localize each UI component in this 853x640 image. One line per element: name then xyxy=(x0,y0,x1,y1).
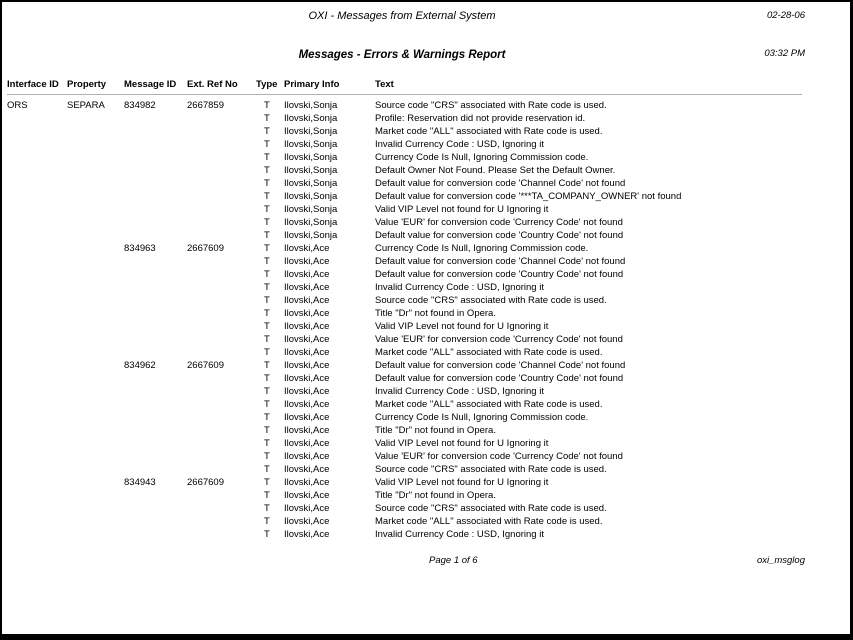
cell-text: Value 'EUR' for conversion code 'Currency Code' not found xyxy=(375,217,623,228)
cell-type: T xyxy=(264,178,270,189)
cell-primary-info: Ilovski,Ace xyxy=(284,386,330,397)
cell-text: Default value for conversion code 'Channel Code' not found xyxy=(375,178,626,189)
cell-interface-id xyxy=(7,359,67,372)
cell-message-id xyxy=(124,125,187,138)
cell-text: Default value for conversion code 'Channel Code' not found xyxy=(375,360,626,371)
column-header-interface-id: Interface ID xyxy=(7,79,59,90)
cell-text: Valid VIP Level not found for U Ignoring it xyxy=(375,477,549,488)
cell-type: T xyxy=(264,191,270,202)
cell-primary-info: Ilovski,Ace xyxy=(284,529,330,540)
cell-primary-info: Ilovski,Sonja xyxy=(284,178,338,189)
column-header-type: Type xyxy=(256,79,278,90)
cell-primary-info: Ilovski,Ace xyxy=(284,308,330,319)
cell-ext-ref-no xyxy=(187,229,256,242)
cell-property xyxy=(67,125,124,138)
cell-message-id: 834962 xyxy=(124,360,156,371)
cell-message-id xyxy=(124,164,187,177)
cell-primary-info: Ilovski,Ace xyxy=(284,282,330,293)
cell-interface-id xyxy=(7,307,67,320)
cell-ext-ref-no xyxy=(187,411,256,424)
report-subtitle: Messages - Errors & Warnings Report xyxy=(298,49,506,61)
table-row xyxy=(7,99,850,112)
cell-message-id xyxy=(124,151,187,164)
table-row xyxy=(7,424,850,437)
cell-type: T xyxy=(264,113,270,124)
cell-property xyxy=(67,229,124,242)
cell-message-id xyxy=(124,437,187,450)
cell-type: T xyxy=(264,256,270,267)
cell-ext-ref-no xyxy=(187,203,256,216)
column-header-ext-ref-no: Ext. Ref No xyxy=(187,79,238,90)
table-row xyxy=(7,281,850,294)
cell-interface-id xyxy=(7,372,67,385)
cell-primary-info: Ilovski,Ace xyxy=(284,451,330,462)
table-row xyxy=(7,346,850,359)
cell-type: T xyxy=(264,152,270,163)
column-header-property: Property xyxy=(67,79,107,90)
table-row xyxy=(7,190,850,203)
cell-ext-ref-no xyxy=(187,151,256,164)
cell-primary-info: Ilovski,Ace xyxy=(284,464,330,475)
cell-ext-ref-no xyxy=(187,424,256,437)
cell-type: T xyxy=(264,204,270,215)
cell-type: T xyxy=(264,373,270,384)
table-row xyxy=(7,489,850,502)
cell-ext-ref-no xyxy=(187,112,256,125)
cell-text: Market code "ALL" associated with Rate code is used. xyxy=(375,516,603,527)
cell-interface-id: ORS xyxy=(7,100,28,111)
cell-ext-ref-no xyxy=(187,437,256,450)
cell-type: T xyxy=(264,451,270,462)
cell-message-id xyxy=(124,333,187,346)
table-row xyxy=(7,307,850,320)
cell-message-id xyxy=(124,346,187,359)
cell-ext-ref-no xyxy=(187,307,256,320)
cell-primary-info: Ilovski,Sonja xyxy=(284,191,338,202)
cell-type: T xyxy=(264,217,270,228)
cell-type: T xyxy=(264,386,270,397)
cell-primary-info: Ilovski,Ace xyxy=(284,347,330,358)
cell-message-id xyxy=(124,385,187,398)
cell-interface-id xyxy=(7,476,67,489)
table-row xyxy=(7,333,850,346)
cell-primary-info: Ilovski,Sonja xyxy=(284,217,338,228)
table-row xyxy=(7,177,850,190)
cell-message-id xyxy=(124,190,187,203)
cell-ext-ref-no xyxy=(187,255,256,268)
cell-type: T xyxy=(264,464,270,475)
cell-type: T xyxy=(264,425,270,436)
cell-ext-ref-no xyxy=(187,372,256,385)
table-row xyxy=(7,125,850,138)
cell-type: T xyxy=(264,126,270,137)
cell-message-id xyxy=(124,320,187,333)
cell-primary-info: Ilovski,Sonja xyxy=(284,113,338,124)
cell-text: Profile: Reservation did not provide reservation id. xyxy=(375,113,586,124)
cell-message-id xyxy=(124,424,187,437)
cell-property xyxy=(67,372,124,385)
cell-property xyxy=(67,359,124,372)
cell-interface-id xyxy=(7,242,67,255)
cell-message-id: 834943 xyxy=(124,477,156,488)
cell-type: T xyxy=(264,269,270,280)
cell-interface-id xyxy=(7,333,67,346)
cell-message-id xyxy=(124,268,187,281)
cell-type: T xyxy=(264,295,270,306)
table-row xyxy=(7,502,850,515)
table-row xyxy=(7,216,850,229)
cell-interface-id xyxy=(7,437,67,450)
cell-primary-info: Ilovski,Ace xyxy=(284,295,330,306)
cell-primary-info: Ilovski,Ace xyxy=(284,373,330,384)
cell-primary-info: Ilovski,Sonja xyxy=(284,152,338,163)
table-row xyxy=(7,229,850,242)
cell-ext-ref-no: 2667859 xyxy=(187,100,224,111)
cell-property xyxy=(67,411,124,424)
cell-text: Valid VIP Level not found for U Ignoring it xyxy=(375,204,549,215)
cell-message-id xyxy=(124,112,187,125)
cell-property xyxy=(67,450,124,463)
cell-text: Default value for conversion code '***TA_COMPANY_OWNER' not found xyxy=(375,191,682,202)
cell-primary-info: Ilovski,Ace xyxy=(284,412,330,423)
cell-property xyxy=(67,502,124,515)
cell-property: SEPARA xyxy=(67,100,105,111)
report-title: OXI - Messages from External System xyxy=(308,10,496,22)
cell-message-id xyxy=(124,411,187,424)
cell-interface-id xyxy=(7,112,67,125)
cell-primary-info: Ilovski,Ace xyxy=(284,399,330,410)
cell-interface-id xyxy=(7,164,67,177)
cell-type: T xyxy=(264,490,270,501)
cell-ext-ref-no xyxy=(187,463,256,476)
cell-text: Market code "ALL" associated with Rate code is used. xyxy=(375,126,603,137)
table-row xyxy=(7,385,850,398)
cell-ext-ref-no: 2667609 xyxy=(187,477,224,488)
cell-property xyxy=(67,307,124,320)
cell-property xyxy=(67,190,124,203)
cell-interface-id xyxy=(7,190,67,203)
cell-ext-ref-no xyxy=(187,294,256,307)
cell-interface-id xyxy=(7,398,67,411)
cell-message-id xyxy=(124,450,187,463)
cell-text: Title "Dr" not found in Opera. xyxy=(375,308,496,319)
cell-property xyxy=(67,320,124,333)
cell-interface-id xyxy=(7,138,67,151)
cell-text: Currency Code Is Null, Ignoring Commission code. xyxy=(375,152,589,163)
cell-message-id xyxy=(124,138,187,151)
cell-property xyxy=(67,281,124,294)
cell-property xyxy=(67,385,124,398)
cell-property xyxy=(67,398,124,411)
cell-message-id xyxy=(124,463,187,476)
cell-ext-ref-no xyxy=(187,346,256,359)
cell-interface-id xyxy=(7,255,67,268)
cell-primary-info: Ilovski,Sonja xyxy=(284,165,338,176)
cell-text: Market code "ALL" associated with Rate code is used. xyxy=(375,347,603,358)
cell-message-id xyxy=(124,398,187,411)
cell-message-id xyxy=(124,281,187,294)
table-row xyxy=(7,411,850,424)
cell-ext-ref-no xyxy=(187,515,256,528)
cell-text: Market code "ALL" associated with Rate code is used. xyxy=(375,399,603,410)
cell-text: Invalid Currency Code : USD, Ignoring it xyxy=(375,386,544,397)
cell-interface-id xyxy=(7,216,67,229)
table-row xyxy=(7,372,850,385)
cell-interface-id xyxy=(7,489,67,502)
cell-interface-id xyxy=(7,268,67,281)
cell-property xyxy=(67,203,124,216)
cell-type: T xyxy=(264,308,270,319)
cell-ext-ref-no xyxy=(187,190,256,203)
cell-type: T xyxy=(264,139,270,150)
cell-message-id xyxy=(124,203,187,216)
cell-ext-ref-no xyxy=(187,489,256,502)
cell-interface-id xyxy=(7,385,67,398)
cell-ext-ref-no xyxy=(187,281,256,294)
column-headers xyxy=(7,78,802,91)
cell-interface-id xyxy=(7,502,67,515)
report-date: 02-28-06 xyxy=(766,10,805,21)
table-row xyxy=(7,515,850,528)
cell-primary-info: Ilovski,Sonja xyxy=(284,126,338,137)
cell-ext-ref-no xyxy=(187,138,256,151)
cell-ext-ref-no xyxy=(187,177,256,190)
cell-message-id xyxy=(124,177,187,190)
cell-type: T xyxy=(264,412,270,423)
cell-message-id xyxy=(124,255,187,268)
cell-property xyxy=(67,138,124,151)
cell-interface-id xyxy=(7,125,67,138)
cell-property xyxy=(67,112,124,125)
cell-primary-info: Ilovski,Sonja xyxy=(284,204,338,215)
cell-text: Default value for conversion code 'Channel Code' not found xyxy=(375,256,626,267)
cell-primary-info: Ilovski,Ace xyxy=(284,490,330,501)
cell-property xyxy=(67,528,124,541)
cell-text: Default value for conversion code 'Country Code' not found xyxy=(375,269,624,280)
cell-ext-ref-no xyxy=(187,385,256,398)
cell-interface-id xyxy=(7,515,67,528)
cell-primary-info: Ilovski,Ace xyxy=(284,321,330,332)
cell-message-id: 834982 xyxy=(124,100,156,111)
cell-primary-info: Ilovski,Sonja xyxy=(284,100,338,111)
cell-type: T xyxy=(264,321,270,332)
cell-property xyxy=(67,515,124,528)
cell-type: T xyxy=(264,477,270,488)
cell-ext-ref-no xyxy=(187,450,256,463)
cell-interface-id xyxy=(7,177,67,190)
cell-type: T xyxy=(264,347,270,358)
cell-text: Source code "CRS" associated with Rate code is used. xyxy=(375,100,607,111)
cell-property xyxy=(67,346,124,359)
cell-message-id xyxy=(124,216,187,229)
cell-interface-id xyxy=(7,424,67,437)
cell-property xyxy=(67,333,124,346)
footer-report-id: oxi_msglog xyxy=(756,555,805,566)
cell-property xyxy=(67,463,124,476)
cell-text: Value 'EUR' for conversion code 'Currency Code' not found xyxy=(375,451,623,462)
cell-text: Default value for conversion code 'Country Code' not found xyxy=(375,373,624,384)
cell-primary-info: Ilovski,Ace xyxy=(284,503,330,514)
cell-ext-ref-no xyxy=(187,216,256,229)
table-row xyxy=(7,164,850,177)
cell-interface-id xyxy=(7,281,67,294)
cell-ext-ref-no: 2667609 xyxy=(187,360,224,371)
cell-interface-id xyxy=(7,463,67,476)
column-header-message-id: Message ID xyxy=(124,79,177,90)
cell-primary-info: Ilovski,Ace xyxy=(284,438,330,449)
cell-primary-info: Ilovski,Sonja xyxy=(284,230,338,241)
cell-primary-info: Ilovski,Ace xyxy=(284,256,330,267)
cell-ext-ref-no xyxy=(187,333,256,346)
cell-text: Valid VIP Level not found for U Ignoring it xyxy=(375,321,549,332)
cell-message-id xyxy=(124,294,187,307)
cell-primary-info: Ilovski,Ace xyxy=(284,516,330,527)
cell-text: Title "Dr" not found in Opera. xyxy=(375,425,496,436)
table-row xyxy=(7,255,850,268)
cell-interface-id xyxy=(7,346,67,359)
table-row xyxy=(7,398,850,411)
cell-message-id xyxy=(124,372,187,385)
cell-text: Invalid Currency Code : USD, Ignoring it xyxy=(375,282,544,293)
cell-ext-ref-no xyxy=(187,125,256,138)
table-row xyxy=(7,151,850,164)
cell-message-id xyxy=(124,502,187,515)
cell-text: Currency Code Is Null, Ignoring Commission code. xyxy=(375,243,589,254)
table-row xyxy=(7,476,850,489)
cell-type: T xyxy=(264,529,270,540)
cell-type: T xyxy=(264,243,270,254)
cell-primary-info: Ilovski,Ace xyxy=(284,477,330,488)
table-row xyxy=(7,320,850,333)
table-row xyxy=(7,112,850,125)
cell-property xyxy=(67,424,124,437)
cell-type: T xyxy=(264,360,270,371)
cell-type: T xyxy=(264,503,270,514)
table-row xyxy=(7,437,850,450)
table-row xyxy=(7,203,850,216)
cell-type: T xyxy=(264,516,270,527)
table-row xyxy=(7,268,850,281)
cell-primary-info: Ilovski,Ace xyxy=(284,269,330,280)
cell-type: T xyxy=(264,334,270,345)
cell-text: Source code "CRS" associated with Rate code is used. xyxy=(375,503,607,514)
cell-property xyxy=(67,164,124,177)
cell-text: Source code "CRS" associated with Rate code is used. xyxy=(375,295,607,306)
cell-property xyxy=(67,177,124,190)
cell-property xyxy=(67,151,124,164)
cell-interface-id xyxy=(7,203,67,216)
cell-primary-info: Ilovski,Ace xyxy=(284,243,330,254)
cell-text: Valid VIP Level not found for U Ignoring it xyxy=(375,438,549,449)
table-row xyxy=(7,450,850,463)
cell-property xyxy=(67,242,124,255)
column-header-primary-info: Primary Info xyxy=(284,79,340,90)
cell-text: Default Owner Not Found. Please Set the Default Owner. xyxy=(375,165,616,176)
table-rows xyxy=(7,99,850,541)
cell-message-id xyxy=(124,229,187,242)
table-row xyxy=(7,242,850,255)
cell-text: Title "Dr" not found in Opera. xyxy=(375,490,496,501)
table-row xyxy=(7,463,850,476)
cell-primary-info: Ilovski,Ace xyxy=(284,425,330,436)
cell-ext-ref-no: 2667609 xyxy=(187,243,224,254)
cell-primary-info: Ilovski,Ace xyxy=(284,360,330,371)
header-divider xyxy=(7,94,802,95)
footer-page-number: Page 1 of 6 xyxy=(429,555,478,566)
table-row xyxy=(7,359,850,372)
cell-interface-id xyxy=(7,151,67,164)
cell-message-id xyxy=(124,307,187,320)
cell-interface-id xyxy=(7,320,67,333)
cell-text: Invalid Currency Code : USD, Ignoring it xyxy=(375,529,544,540)
cell-ext-ref-no xyxy=(187,268,256,281)
cell-text: Currency Code Is Null, Ignoring Commission code. xyxy=(375,412,589,423)
cell-primary-info: Ilovski,Sonja xyxy=(284,139,338,150)
cell-ext-ref-no xyxy=(187,502,256,515)
cell-interface-id xyxy=(7,294,67,307)
cell-message-id xyxy=(124,528,187,541)
cell-property xyxy=(67,294,124,307)
cell-interface-id xyxy=(7,450,67,463)
cell-ext-ref-no xyxy=(187,164,256,177)
cell-message-id: 834963 xyxy=(124,243,156,254)
cell-primary-info: Ilovski,Ace xyxy=(284,334,330,345)
cell-property xyxy=(67,437,124,450)
cell-property xyxy=(67,216,124,229)
table-row xyxy=(7,294,850,307)
cell-interface-id xyxy=(7,411,67,424)
table-row xyxy=(7,138,850,151)
cell-type: T xyxy=(264,438,270,449)
cell-text: Invalid Currency Code : USD, Ignoring it xyxy=(375,139,544,150)
table-row xyxy=(7,528,850,541)
cell-property xyxy=(67,255,124,268)
cell-ext-ref-no xyxy=(187,528,256,541)
cell-property xyxy=(67,476,124,489)
cell-message-id xyxy=(124,515,187,528)
cell-interface-id xyxy=(7,229,67,242)
cell-text: Source code "CRS" associated with Rate code is used. xyxy=(375,464,607,475)
cell-interface-id xyxy=(7,528,67,541)
cell-text: Value 'EUR' for conversion code 'Currency Code' not found xyxy=(375,334,623,345)
cell-ext-ref-no xyxy=(187,398,256,411)
cell-type: T xyxy=(264,399,270,410)
column-header-text: Text xyxy=(375,79,394,90)
cell-property xyxy=(67,268,124,281)
cell-text: Default value for conversion code 'Country Code' not found xyxy=(375,230,624,241)
cell-property xyxy=(67,489,124,502)
cell-message-id xyxy=(124,489,187,502)
cell-type: T xyxy=(264,165,270,176)
cell-type: T xyxy=(264,100,270,111)
cell-type: T xyxy=(264,282,270,293)
report-time: 03:32 PM xyxy=(764,48,805,59)
cell-type: T xyxy=(264,230,270,241)
cell-ext-ref-no xyxy=(187,320,256,333)
